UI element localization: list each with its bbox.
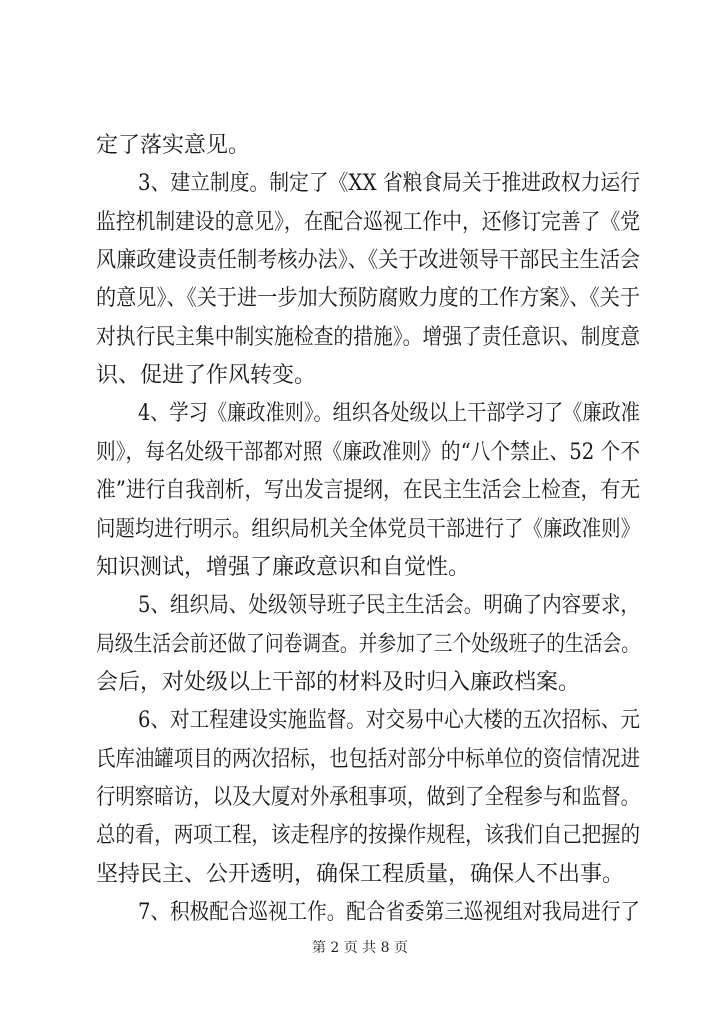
line-text: 总的看，两项工程，该走程序的按操作规程，该我们自己把握的 — [96, 823, 641, 848]
line-text: 问题均进行明示。组织局机关全体党员干部进行了《廉政准则》 — [96, 517, 641, 542]
line-text: 行明察暗访，以及大厦对外承租事项，做到了全程参与和监督。 — [96, 785, 641, 810]
text-line — [0, 208, 720, 238]
line-text: 风廉政建设责任制考核办法》、《关于改进领导干部民主生活会 — [96, 248, 640, 273]
text-line — [0, 630, 720, 660]
text-line — [0, 476, 720, 506]
line-text: 4、学习《廉政准则》。组织各处级以上干部学习了《廉政准 — [138, 401, 640, 426]
line-text: 的意见》、《关于进一步加大预防腐败力度的工作方案》、《关于 — [96, 286, 640, 311]
text-line — [0, 783, 720, 813]
line-text: 5、组织局、处级领导班子民主生活会。明确了内容要求， — [138, 593, 641, 618]
text-line — [0, 438, 720, 468]
text-line — [0, 821, 720, 851]
line-text: 会后，对处级以上干部的材料及时归入廉政档案。 — [96, 670, 581, 695]
line-text: 对执行民主集中制实施检查的措施》。增强了责任意识、制度意 — [96, 325, 641, 350]
text-line — [0, 668, 720, 698]
text-line — [0, 515, 720, 545]
line-text: 知识测试，增强了廉政意识和自觉性。 — [96, 555, 471, 580]
paragraph-start-line — [0, 169, 720, 199]
line-text: 准”进行自我剖析，写出发言提纲，在民主生活会上检查，有无 — [96, 478, 640, 503]
line-text: 则》，每名处级干部都对照《廉政准则》的“八个禁止、52 个不 — [96, 440, 640, 465]
paragraph-start-line — [0, 591, 720, 621]
text-line — [0, 553, 720, 583]
line-text: 7、积极配合巡视工作。配合省委第三巡视组对我局进行了 — [138, 900, 641, 925]
line-text: 氏库油罐项目的两次招标，也包括对部分中标单位的资信情况进 — [96, 747, 641, 772]
line-text: 3、建立制度。制定了《XX 省粮食局关于推进政权力运行 — [138, 171, 640, 196]
line-text: 识、促进了作风转变。 — [96, 363, 317, 388]
text-line — [0, 284, 720, 314]
paragraph-start-line — [0, 706, 720, 736]
line-text: 监控机制建设的意见》，在配合巡视工作中，还修订完善了《党 — [96, 210, 641, 235]
page-footer — [0, 938, 720, 958]
text-line — [0, 131, 720, 161]
paragraph-start-line — [0, 399, 720, 429]
line-text: 定了落实意见。 — [96, 133, 251, 158]
text-line — [0, 246, 720, 276]
page-number-label: 第 2 页 共 8 页 — [311, 940, 409, 956]
line-text: 坚持民主、公开透明，确保工程质量，确保人不出事。 — [96, 862, 625, 887]
text-line — [0, 860, 720, 890]
paragraph-start-line — [0, 898, 720, 928]
text-line — [0, 323, 720, 353]
text-line — [0, 361, 720, 391]
line-text: 6、对工程建设实施监督。对交易中心大楼的五次招标、元 — [138, 708, 641, 733]
text-line — [0, 745, 720, 775]
line-text: 局级生活会前还做了问卷调查。并参加了三个处级班子的生活会。 — [96, 632, 640, 657]
